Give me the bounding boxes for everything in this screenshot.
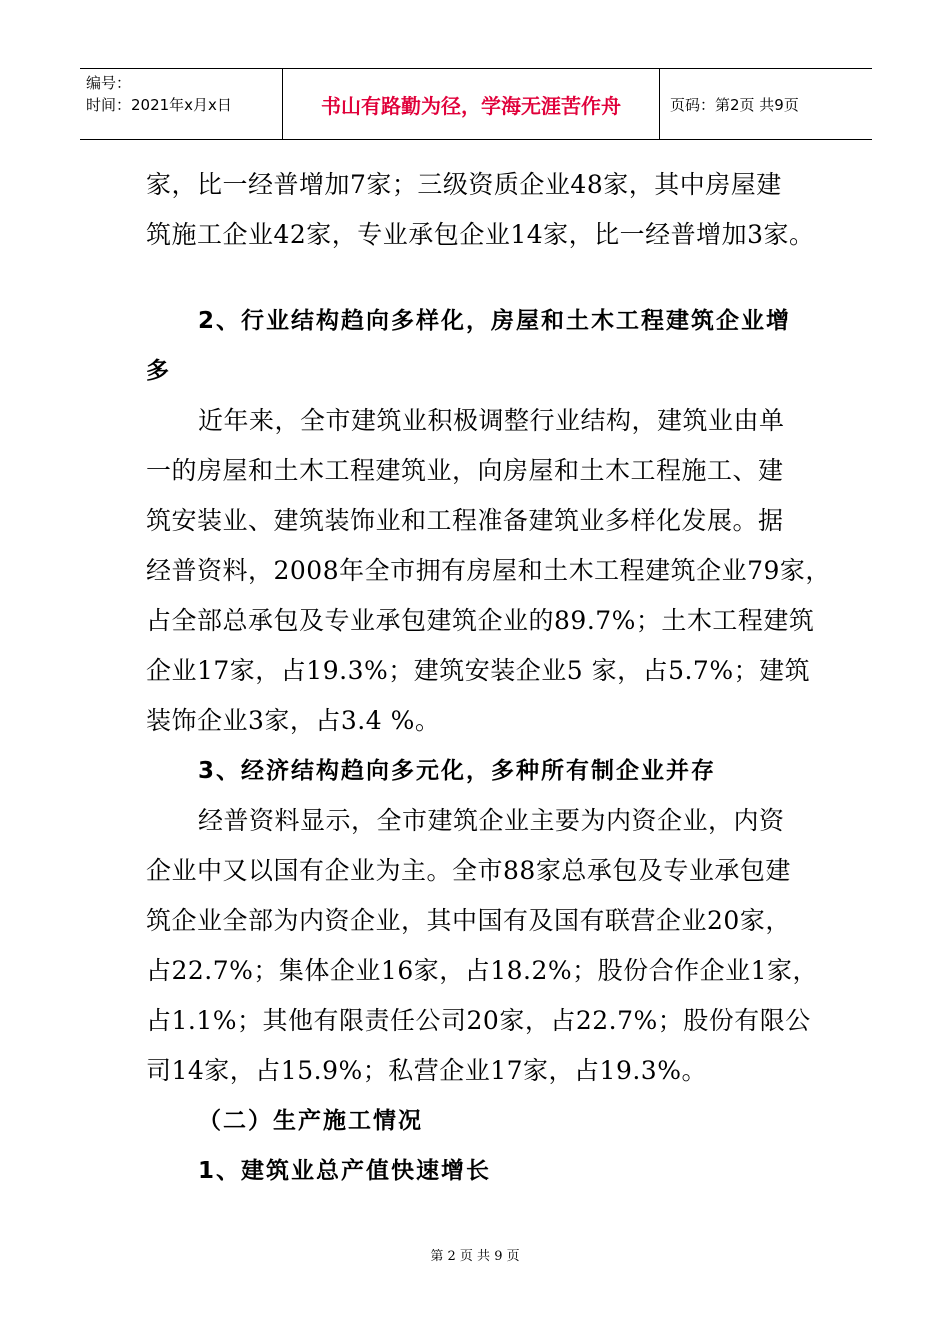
- body-line: 占全部总承包及专业承包建筑企业的89.7%；土木工程建筑: [146, 606, 815, 635]
- section-production: （二）生产施工情况: [198, 1108, 423, 1134]
- heading-industry-structure-cont: 多: [146, 358, 171, 384]
- body-line: 经普资料，2008年全市拥有房屋和土木工程建筑企业79家，: [146, 556, 831, 585]
- body-line: 一的房屋和土木工程建筑业，向房屋和土木工程施工、建: [146, 456, 784, 485]
- body-line: 司14家，占15.9%；私营企业17家，占19.3%。: [146, 1056, 707, 1085]
- heading-industry-structure: 2、行业结构趋向多样化，房屋和土木工程建筑企业增: [198, 308, 792, 334]
- document-body: [146, 160, 831, 1196]
- body-line: 家，比一经普增加7家；三级资质企业48家，其中房屋建: [146, 170, 782, 199]
- body-line: 筑施工企业42家，专业承包企业14家，比一经普增加3家。: [146, 220, 815, 249]
- header-meta: [80, 69, 283, 139]
- body-line: 筑企业全部为内资企业，其中国有及国有联营企业20家，: [146, 906, 791, 935]
- body-line: 企业17家，占19.3%；建筑安装企业5 家，占5.7%；建筑: [146, 656, 811, 685]
- heading-output-growth: 1、建筑业总产值快速增长: [198, 1158, 492, 1184]
- body-line: 企业中又以国有企业为主。全市88家总承包及专业承包建: [146, 856, 791, 885]
- body-line: 近年来，全市建筑业积极调整行业结构，建筑业由单: [198, 406, 785, 435]
- body-line: 筑安装业、建筑装饰业和工程准备建筑业多样化发展。据: [146, 506, 784, 535]
- page-header: [80, 68, 872, 140]
- body-line: 装饰企业3家，占3.4 %。: [146, 706, 441, 735]
- header-motto: 书山有路勤为径，学海无涯苦作舟: [283, 69, 660, 139]
- heading-economic-structure: 3、经济结构趋向多元化，多种所有制企业并存: [198, 758, 717, 784]
- body-line: 经普资料显示，全市建筑企业主要为内资企业，内资: [198, 806, 785, 835]
- time-label: 时间：2021年x月x日: [86, 96, 232, 114]
- serial-label: 编号：: [86, 74, 132, 92]
- body-line: 占1.1%；其他有限责任公司20家，占22.7%；股份有限公: [146, 1006, 811, 1035]
- body-line: 占22.7%；集体企业16家，占18.2%；股份合作企业1家，: [146, 956, 819, 985]
- header-page-info: 页码：第2页 共9页: [670, 95, 799, 114]
- page-footer: 第 2 页 共 9 页: [430, 1249, 520, 1264]
